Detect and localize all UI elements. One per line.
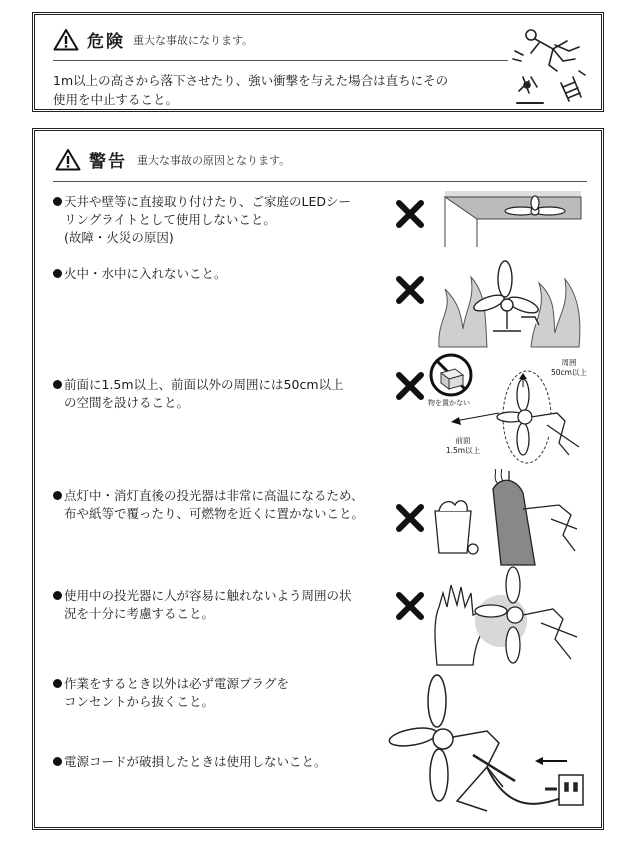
warning-item-line: の空間を設けること。 [64,395,190,410]
warning-item-line: 作業をするとき以外は必ず電源プラグを [64,676,290,691]
warning-title: 警告 [89,152,127,172]
warning-item-line: 天井や壁等に直接取り付けたり、ご家庭のLEDシー [64,194,351,209]
front-clearance-label: 前面 [455,436,471,445]
clearance-illustration [419,351,589,471]
hand-touch-illustration [431,563,581,667]
warning-item-heat [53,487,364,523]
warning-item-unplug [53,675,289,711]
combustibles-illustration [431,469,581,569]
warning-item-line: 電源コードが破損したときは使用しないこと。 [64,754,327,769]
danger-body [53,71,513,109]
bullet-icon [53,591,62,600]
danger-section [32,12,604,112]
warning-item-line: 布や紙等で覆ったり、可燃物を近くに置かないこと。 [64,506,365,521]
warning-subtitle: 重大な事故の原因となります。 [137,153,291,167]
warning-triangle-icon [55,148,81,171]
around-clearance-label: 周囲 [561,358,577,367]
bullet-icon [53,679,62,688]
warning-item-touch [53,587,352,623]
warning-item-line: 火中・水中に入れないこと。 [64,266,227,281]
falling-light-illustration [509,21,589,107]
danger-header [53,27,253,52]
warning-section [32,128,604,830]
warning-divider [53,181,587,182]
bullet-icon [53,269,62,278]
danger-title: 危険 [87,32,125,52]
warning-item-line: リングライトとして使用しないこと。 [64,212,276,227]
warning-item-line: コンセントから抜くこと。 [64,694,215,709]
warning-item-line: 況を十分に考慮すること。 [64,606,215,621]
warning-item-line: 使用中の投光器に人が容易に触れないよう周囲の状 [64,588,352,603]
fire-illustration [435,259,585,349]
prohibited-x-icon [395,503,425,533]
warning-item-fire-water [53,265,227,283]
bullet-icon [53,757,62,766]
warning-item-damaged-cord [53,753,327,771]
danger-body-line: 1m以上の高さから落下させたり、強い衝撃を与えた場合は直ちにその [53,73,449,88]
warning-item-line: 点灯中・消灯直後の投光器は非常に高温になるため、 [64,488,364,503]
warning-header [55,147,290,172]
warning-item-line: (故障・火災の原因) [64,230,174,245]
danger-body-line: 使用を中止すること。 [53,92,179,107]
around-clearance-value: 50cm以上 [551,368,587,377]
bullet-icon [53,197,62,206]
front-clearance-value: 1.5m以上 [445,446,481,455]
danger-subtitle: 重大な事故になります。 [133,33,254,47]
unplug-illustration [387,671,587,821]
prohibited-x-icon [395,591,425,621]
no-objects-sign-label: 物を置かない [428,399,470,407]
danger-divider [53,60,508,61]
warning-item-ceiling [53,193,351,247]
bullet-icon [53,491,62,500]
prohibited-x-icon [395,275,425,305]
warning-item-line: 前面に1.5m以上、前面以外の周囲には50cm以上 [64,377,344,392]
bullet-icon [53,380,62,389]
warning-item-clearance [53,376,344,412]
prohibited-x-icon [395,199,425,229]
warning-triangle-icon [53,28,79,51]
ceiling-mount-illustration [443,189,583,249]
